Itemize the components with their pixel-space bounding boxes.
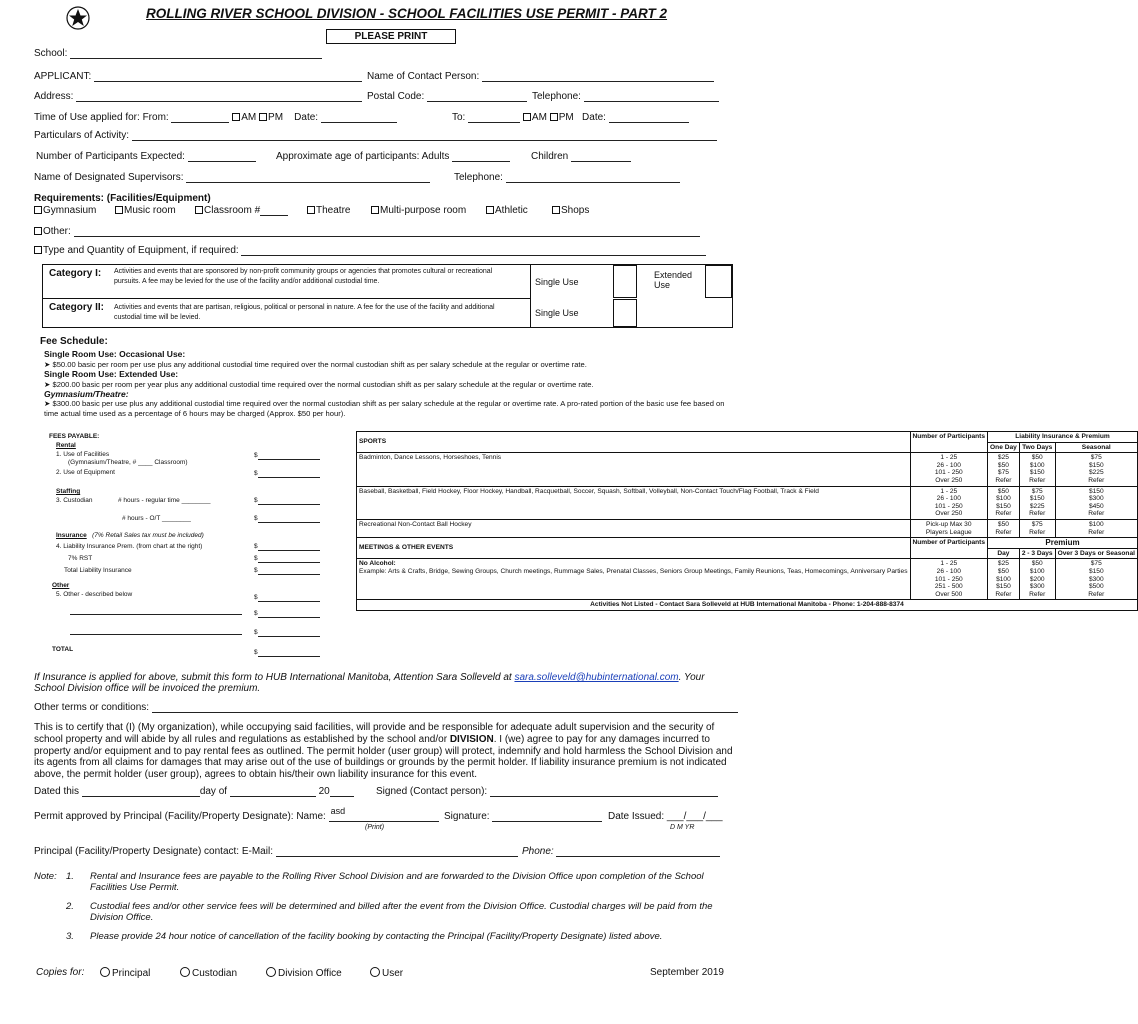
copy-custodian-label: Custodian bbox=[192, 968, 238, 979]
shops-checkbox[interactable] bbox=[552, 206, 560, 214]
applicant-row bbox=[34, 71, 362, 82]
dollar-sign: $ bbox=[254, 470, 258, 477]
cell: Pick-up Max 30 Players League bbox=[910, 519, 988, 537]
cell: $50 $100 $150 Refer bbox=[988, 486, 1020, 519]
premium-header: Premium bbox=[988, 538, 1138, 549]
participants-header: Number of Participants bbox=[910, 432, 988, 453]
fee-s2-heading: Single Room Use: Extended Use: bbox=[44, 369, 179, 379]
copy-user-label: User bbox=[382, 968, 404, 979]
cat1-single-use-box[interactable] bbox=[613, 265, 637, 298]
single-use-label-2: Single Use bbox=[535, 308, 579, 318]
fee-r1-input[interactable] bbox=[258, 452, 320, 460]
fee-other3-input[interactable] bbox=[258, 629, 320, 637]
fee-i4-amount bbox=[254, 543, 320, 551]
print-hint: (Print) bbox=[365, 824, 385, 831]
principal-email-label bbox=[34, 846, 273, 857]
participants-label: Number of Participants Expected: bbox=[36, 151, 185, 162]
shops-option bbox=[552, 205, 589, 216]
single-use-label-1: Single Use bbox=[535, 277, 579, 287]
day-header: Day bbox=[988, 548, 1020, 559]
category1-label: Category I: bbox=[49, 268, 102, 279]
dated-month-input[interactable] bbox=[230, 786, 316, 797]
cell: 1 - 25 26 - 100 101 - 250 Over 250 bbox=[910, 486, 988, 519]
copy-user-option bbox=[370, 967, 403, 979]
to-date-label: Date: bbox=[582, 112, 606, 123]
insurance-submit-note bbox=[34, 672, 705, 694]
category1-text: Activities and events that are sponsored by non-profit community groups or agencies that promotes cultural or recreational pursuits. A fee may be levied for the use of the facility and/or additional custodial time. bbox=[114, 268, 493, 285]
total-liability-label: Total Liability Insurance bbox=[64, 567, 132, 574]
total-label: TOTAL bbox=[52, 646, 74, 653]
principal-contact-row bbox=[34, 846, 518, 857]
children-row bbox=[531, 151, 631, 162]
fee-other3-amount bbox=[254, 629, 320, 637]
other-terms-label: Other terms or conditions: bbox=[34, 702, 150, 713]
copies-label: Copies for: bbox=[36, 967, 85, 978]
classroom-checkbox[interactable] bbox=[195, 206, 203, 214]
from-pm-checkbox[interactable] bbox=[259, 113, 267, 121]
particulars-label: Particulars of Activity: bbox=[34, 130, 130, 141]
requirements-heading: Requirements: (Facilities/Equipment) bbox=[34, 193, 211, 204]
classroom-label: Classroom # bbox=[204, 205, 261, 216]
telephone2-label: Telephone: bbox=[454, 172, 503, 183]
athletic-option bbox=[486, 205, 528, 216]
cat1-extended-use-box[interactable] bbox=[705, 265, 732, 298]
music-room-option bbox=[115, 205, 176, 216]
dated-row bbox=[34, 786, 354, 797]
fee-insurance-input[interactable] bbox=[258, 543, 320, 551]
note-3-number: 3. bbox=[66, 931, 74, 942]
category-col-divider bbox=[530, 264, 531, 328]
example-text: Example: Arts & Crafts, Bridge, Sewing Groups, Church meetings, Rummage Sales, Prenatal Classes, Seniors Group Meetings, Family Reunions, Teas, Homecomings, Anniversary Parties bbox=[359, 567, 908, 575]
note-2-number: 2. bbox=[66, 901, 74, 912]
signed-input[interactable] bbox=[490, 786, 718, 797]
participants-header-2: Number of Participants bbox=[910, 538, 988, 559]
please-print-label: PLEASE PRINT bbox=[354, 31, 428, 42]
cell: $25 $50 $75 Refer bbox=[988, 453, 1020, 486]
signature-input[interactable] bbox=[492, 811, 602, 822]
fee-s2-value: $200.00 basic per room per year plus any additional custodial time required over the normal custodian shift as per salary schedule at the regular or overtime rate. bbox=[52, 380, 594, 389]
certify-text: This is to certify that (I) (My organization), while occupying said facilities, will provide and be responsible for adequate adult supervision and the security of school property and will abide by all rules and regulations as established by the school and/or bbox=[34, 722, 715, 745]
time-to-input[interactable] bbox=[468, 112, 520, 123]
to-pm-checkbox[interactable] bbox=[550, 113, 558, 121]
cell: $100 Refer bbox=[1055, 519, 1137, 537]
fee-s3-value: $300.00 basic per use plus any additional custodial time required over the normal custodian shift as per salary schedule at the regular or overtime rate. A pro-rated portion of the basic use fee based on time actual time used as a percentage of 6 hours may be charged (Approx. $50 per hour). bbox=[44, 399, 725, 418]
to-date-input[interactable] bbox=[609, 112, 689, 123]
athletic-label: Athletic bbox=[495, 205, 528, 216]
cell: $75 $150 $300 $500 Refer bbox=[1055, 559, 1137, 600]
other-checkbox[interactable] bbox=[34, 227, 42, 235]
dollar-sign: $ bbox=[254, 555, 258, 562]
telephone-label: Telephone: bbox=[532, 91, 581, 102]
copy-division-option bbox=[266, 967, 342, 979]
fees-payable-heading: FEES PAYABLE: bbox=[49, 433, 100, 440]
category2-label: Category II: bbox=[49, 302, 105, 313]
permit-approved-row bbox=[34, 806, 439, 822]
time-to-row bbox=[452, 112, 689, 123]
hours-ot-label: # hours - O/T ________ bbox=[122, 515, 191, 522]
cell: $50 Refer bbox=[988, 519, 1020, 537]
school-label: School: bbox=[34, 48, 68, 59]
other-terms-input[interactable] bbox=[152, 702, 738, 713]
dollar-sign: $ bbox=[254, 649, 258, 656]
no-alcohol-cell bbox=[357, 559, 911, 600]
table-row bbox=[357, 453, 1138, 486]
category-divider bbox=[42, 298, 530, 299]
note-label: Note: bbox=[34, 871, 57, 882]
postal-code-row bbox=[367, 91, 527, 102]
fee-ot-input[interactable] bbox=[258, 515, 320, 523]
other-input[interactable] bbox=[74, 226, 700, 237]
contact-person-input[interactable] bbox=[482, 71, 714, 82]
fee-other2-input[interactable] bbox=[258, 610, 320, 618]
table-row bbox=[357, 432, 1138, 443]
certify-text2: . I (we) agree to pay for any damages incurred to property and/or equipment and to pay rental fees as outlined. The permit holder (user group) will protect, indemnify and hold harmless the School Division and its agents from all claims for damages that may arise out of the use of buildings or grounds by the permit holder. If liability insurance premium is not indicated above, the permit holder (user group), agrees to obtain his/their own liability insurance for this event. bbox=[34, 733, 733, 781]
contact-person-row bbox=[367, 71, 714, 82]
postal-code-input[interactable] bbox=[427, 91, 527, 102]
certify-division: DIVISION bbox=[449, 733, 494, 745]
dated-label: Dated this bbox=[34, 786, 80, 797]
copy-principal-radio[interactable] bbox=[100, 967, 110, 977]
fee-s1-heading: Single Room Use: Occasional Use: bbox=[44, 349, 186, 359]
insurance-heading: Insurance bbox=[56, 532, 87, 539]
fee-s3-heading: Gymnasium/Theatre: bbox=[44, 389, 129, 399]
to-am-checkbox[interactable] bbox=[523, 113, 531, 121]
age-row bbox=[276, 151, 510, 162]
meetings-header: MEETINGS & OTHER EVENTS bbox=[357, 538, 911, 559]
one-day-header: One Day bbox=[988, 442, 1020, 453]
principal-phone-row bbox=[522, 846, 720, 857]
principal-name-input[interactable] bbox=[329, 806, 439, 822]
equipment-label: Type and Quantity of Equipment, if required: bbox=[43, 245, 239, 256]
rental-heading: Rental bbox=[56, 442, 76, 449]
particulars-input[interactable] bbox=[132, 130, 717, 141]
multipurpose-option bbox=[371, 205, 466, 216]
applicant-input[interactable] bbox=[94, 71, 362, 82]
from-am-label: AM bbox=[241, 112, 257, 123]
gymnasium-label: Gymnasium bbox=[43, 205, 97, 216]
time-from-input[interactable] bbox=[171, 112, 229, 123]
copy-user-radio[interactable] bbox=[370, 967, 380, 977]
telephone2-row bbox=[454, 172, 680, 183]
insurance-note-text2: . Your bbox=[678, 672, 705, 683]
from-pm-label: PM bbox=[268, 112, 284, 123]
cell: 1 - 25 26 - 100 101 - 250 251 - 500 Over 500 bbox=[910, 559, 988, 600]
music-room-checkbox[interactable] bbox=[115, 206, 123, 214]
fee-s3-amount bbox=[254, 497, 320, 505]
fee-other-input[interactable] bbox=[258, 594, 320, 602]
table-row bbox=[357, 519, 1138, 537]
fee-i4-label: 4. Liability Insurance Prem. (from chart at the right) bbox=[56, 543, 203, 550]
fee-o5-amount bbox=[254, 594, 320, 602]
address-row bbox=[34, 91, 362, 102]
insurance-row bbox=[56, 532, 204, 540]
no-alcohol-label: No Alcohol: bbox=[359, 560, 396, 568]
staffing-heading: Staffing bbox=[56, 488, 81, 495]
fee-schedule-heading: Fee Schedule: bbox=[40, 336, 108, 347]
theatre-label: Theatre bbox=[316, 205, 351, 216]
rst-label: 7% RST bbox=[68, 555, 93, 562]
theatre-checkbox[interactable] bbox=[307, 206, 315, 214]
fee-r2-input[interactable] bbox=[258, 470, 320, 478]
cell: $50 $100 $200 $300 Refer bbox=[1019, 559, 1055, 600]
fee-other2-amount bbox=[254, 610, 320, 618]
fee-s2-text: ➤ $200.00 basic per room per year plus any additional custodial time required over the normal custodian shift as per salary schedule at the regular or overtime rate. bbox=[44, 380, 594, 389]
classroom-number-input[interactable] bbox=[260, 205, 288, 216]
category2-text: Activities and events that are partisan, religious, political or personal in nature. A fee for the use of the facility and additional custodial time will be levied. bbox=[114, 304, 495, 321]
liability-insurance-table bbox=[356, 431, 1138, 611]
school-row bbox=[34, 48, 322, 59]
fee-r1-label: 1. Use of Facilities bbox=[56, 451, 110, 458]
postal-code-label: Postal Code: bbox=[367, 91, 425, 102]
fee-s3-label: 3. Custodian bbox=[56, 497, 93, 504]
telephone-input[interactable] bbox=[584, 91, 719, 102]
to-pm-label: PM bbox=[558, 112, 574, 123]
fee-total-amount bbox=[254, 649, 320, 657]
hub-email-link[interactable]: sara.solleveld@hubinternational.com bbox=[514, 672, 679, 683]
time-from-row bbox=[34, 112, 397, 123]
note-2-text: Custodial fees and/or other service fees will be determined and billed after the event from the Division Office. Custodial charges will be paid from the Division Office. bbox=[90, 901, 713, 923]
fee-rst-amount bbox=[254, 555, 320, 563]
other-row bbox=[34, 226, 700, 237]
dollar-sign: $ bbox=[254, 629, 258, 636]
liability-header: Liability Insurance & Premium bbox=[988, 432, 1138, 443]
table-row bbox=[357, 559, 1138, 600]
sports-header: SPORTS bbox=[357, 432, 911, 453]
dollar-sign: $ bbox=[254, 610, 258, 617]
other-heading: Other bbox=[52, 582, 70, 589]
insurance-tax-note: (7% Retail Sales tax must be included) bbox=[92, 532, 204, 539]
cell: $75 Refer bbox=[1019, 519, 1055, 537]
fee-total-liab-amount bbox=[254, 567, 320, 575]
copy-division-office-radio[interactable] bbox=[266, 967, 276, 977]
dated-day-input[interactable] bbox=[82, 786, 200, 797]
multipurpose-checkbox[interactable] bbox=[371, 206, 379, 214]
fee-s1-text: ➤ $50.00 basic per room per use plus any additional custodial time required over the normal custodian shift as per salary schedule at the regular or overtime rate. bbox=[44, 360, 587, 369]
from-date-label: Date: bbox=[294, 112, 319, 123]
children-input[interactable] bbox=[571, 151, 631, 162]
copy-division-office-label: Division Office bbox=[278, 968, 342, 979]
particulars-row bbox=[34, 130, 717, 141]
date-issued-label[interactable]: Date Issued: ___/___/___ bbox=[608, 811, 723, 822]
copy-custodian-option bbox=[180, 967, 237, 979]
supervisors-row bbox=[34, 172, 430, 183]
cell: $150 $300 $450 Refer bbox=[1055, 486, 1137, 519]
other-desc-line-2[interactable] bbox=[70, 634, 242, 635]
insurance-note-text3: School Division office will be invoiced the premium. bbox=[34, 683, 261, 694]
over-three-days-header: Over 3 Days or Seasonal bbox=[1055, 548, 1137, 559]
address-label: Address: bbox=[34, 91, 74, 102]
cat2-single-use-box[interactable] bbox=[613, 299, 637, 327]
please-print-box bbox=[326, 29, 456, 44]
cell: $75 $150 $225 Refer bbox=[1019, 486, 1055, 519]
fee-r2-amount bbox=[254, 470, 320, 478]
seasonal-header: Seasonal bbox=[1055, 442, 1137, 453]
note-1-text: Rental and Insurance fees are payable to the Rolling River School Division and are forwarded to the Division Office upon completion of the School Facilities Use Permit. bbox=[90, 871, 704, 893]
shops-label: Shops bbox=[561, 205, 590, 216]
principal-phone-input[interactable] bbox=[556, 846, 720, 857]
age-adults-input[interactable] bbox=[452, 151, 510, 162]
fee-total-liab-input[interactable] bbox=[258, 567, 320, 575]
fee-r1-amount bbox=[254, 452, 320, 460]
children-label: Children bbox=[531, 151, 569, 162]
equipment-row bbox=[34, 245, 706, 256]
revision-date: September 2019 bbox=[650, 967, 724, 978]
from-am-checkbox[interactable] bbox=[232, 113, 240, 121]
equipment-input[interactable] bbox=[241, 245, 706, 256]
classroom-option bbox=[195, 205, 288, 216]
copy-principal-label: Principal bbox=[112, 968, 151, 979]
principal-name-value: asd bbox=[330, 806, 346, 816]
supervisors-label: Name of Designated Supervisors: bbox=[34, 172, 184, 183]
cell: $75 $150 $225 Refer bbox=[1055, 453, 1137, 486]
fee-ot-amount bbox=[254, 515, 320, 523]
ball-hockey-cell: Recreational Non-Contact Ball Hockey bbox=[357, 519, 911, 537]
badminton-cell: Badminton, Dance Lessons, Horseshoes, Tennis bbox=[357, 453, 911, 486]
equipment-checkbox[interactable] bbox=[34, 246, 42, 254]
day-of-label: day of bbox=[199, 786, 228, 797]
dollar-sign: $ bbox=[254, 543, 258, 550]
dollar-sign: $ bbox=[254, 497, 258, 504]
participants-row bbox=[36, 151, 256, 162]
signed-row bbox=[376, 786, 718, 797]
hours-regular-label: # hours - regular time ________ bbox=[118, 497, 211, 504]
telephone-row bbox=[532, 91, 719, 102]
copy-custodian-radio[interactable] bbox=[180, 967, 190, 977]
dollar-sign: $ bbox=[254, 515, 258, 522]
other-desc-line-1[interactable] bbox=[70, 614, 242, 615]
dollar-sign: $ bbox=[254, 452, 258, 459]
requirements-row bbox=[34, 205, 96, 216]
participants-input[interactable] bbox=[188, 151, 256, 162]
note-3-text: Please provide 24 hour notice of cancellation of the facility booking by contacting the Principal (Facility/Property Designate) listed above. bbox=[90, 931, 663, 942]
insurance-note-text1: If Insurance is applied for above, submit this form to HUB International Manitoba, Attention Sara Solleveld at bbox=[34, 672, 515, 683]
athletic-checkbox[interactable] bbox=[486, 206, 494, 214]
year-label: 20 bbox=[318, 786, 330, 797]
cell: 1 - 25 26 - 100 101 - 250 Over 250 bbox=[910, 453, 988, 486]
baseball-cell: Baseball, Basketball, Field Hockey, Floor Hockey, Handball, Racquetball, Soccer, Squash, Softball, Volleyball, Non-Contact Touch/Flag Football, Track & Field bbox=[357, 486, 911, 519]
form-title: ROLLING RIVER SCHOOL DIVISION - SCHOOL FACILITIES USE PERMIT - PART 2 bbox=[146, 6, 668, 21]
dollar-sign: $ bbox=[254, 567, 258, 574]
table-row bbox=[357, 538, 1138, 549]
other-terms-row bbox=[34, 702, 738, 713]
signature-label: Signature: bbox=[444, 811, 490, 822]
to-am-label: AM bbox=[531, 112, 547, 123]
dated-year-input[interactable] bbox=[330, 786, 354, 797]
time-to-label: To: bbox=[452, 112, 466, 123]
applicant-label: APPLICANT: bbox=[34, 71, 92, 82]
fee-rst-input[interactable] bbox=[258, 555, 320, 563]
note-1-number: 1. bbox=[66, 871, 74, 882]
cell: $25 $50 $100 $150 Refer bbox=[988, 559, 1020, 600]
principal-phone-label: Phone: bbox=[522, 846, 554, 857]
dollar-sign: $ bbox=[254, 594, 258, 601]
supervisors-input[interactable] bbox=[186, 172, 430, 183]
not-listed-cell: Activities Not Listed - Contact Sara Solleveld at HUB International Manitoba - Phone: 1-204-888-8374 bbox=[357, 600, 1138, 611]
school-division-logo bbox=[66, 6, 90, 30]
multipurpose-label: Multi-purpose room bbox=[380, 205, 467, 216]
table-row bbox=[357, 486, 1138, 519]
two-days-header: Two Days bbox=[1019, 442, 1055, 453]
from-date-input[interactable] bbox=[321, 112, 397, 123]
extended-use-label: Extended Use bbox=[654, 270, 693, 290]
permit-approved-label: Permit approved by Principal (Facility/Property Designate): Name: bbox=[34, 811, 326, 822]
certification-paragraph bbox=[34, 722, 734, 781]
table-row bbox=[357, 600, 1138, 611]
principal-contact-text: Principal (Facility/Property Designate) contact: E-Mail: bbox=[34, 846, 273, 857]
other-label: Other: bbox=[43, 226, 71, 237]
fee-r1b-label: (Gymnasium/Theatre, # ____ Classroom) bbox=[68, 459, 188, 466]
signature-row bbox=[444, 811, 602, 822]
fee-s1-value: $50.00 basic per room per use plus any additional custodial time required over the normal custodian shift as per salary schedule at the regular or overtime rate. bbox=[52, 360, 587, 369]
time-from-label: Time of Use applied for: From: bbox=[34, 112, 169, 123]
fee-total-input[interactable] bbox=[258, 649, 320, 657]
contact-person-label: Name of Contact Person: bbox=[367, 71, 480, 82]
telephone2-input[interactable] bbox=[506, 172, 680, 183]
school-input[interactable] bbox=[70, 48, 322, 59]
age-adults-label: Approximate age of participants: Adults bbox=[276, 151, 450, 162]
two-three-days-header: 2 - 3 Days bbox=[1019, 548, 1055, 559]
address-input[interactable] bbox=[76, 91, 362, 102]
cell: $50 $100 $150 Refer bbox=[1019, 453, 1055, 486]
dmy-hint: D M YR bbox=[670, 824, 695, 831]
theatre-option bbox=[307, 205, 350, 216]
fee-o5-label: 5. Other - described below bbox=[56, 591, 133, 598]
signed-label: Signed (Contact person): bbox=[376, 786, 488, 797]
principal-email-input[interactable] bbox=[276, 846, 518, 857]
gymnasium-checkbox[interactable] bbox=[34, 206, 42, 214]
music-room-label: Music room bbox=[124, 205, 176, 216]
fee-s3-text: ➤ $300.00 basic per use plus any additional custodial time required over the normal custodian shift as per salary schedule at the regular or overtime rate. A pro-rated portion of the basic use fee based on time actual time used as a percentage of 6 hours may be charged (Approx. $50 per hour). bbox=[44, 399, 725, 418]
fee-r2-label: 2. Use of Equipment bbox=[56, 469, 115, 476]
copy-principal-option bbox=[100, 967, 150, 979]
fee-custodian-input[interactable] bbox=[258, 497, 320, 505]
